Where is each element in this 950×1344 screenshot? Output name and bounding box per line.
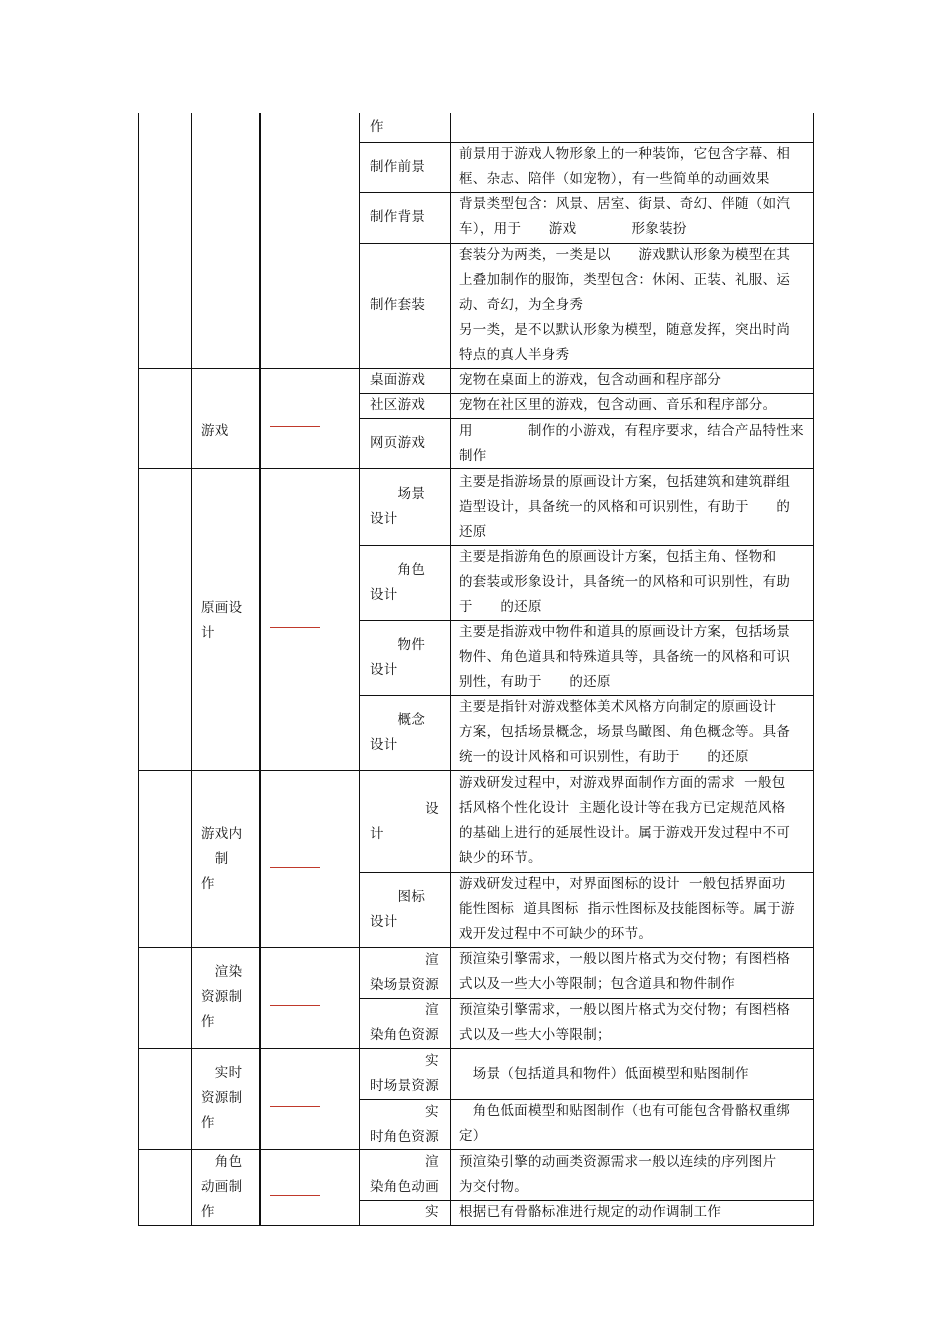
sub-item-label: 染场景资源 — [370, 977, 439, 993]
sub-item-label: 制作前景 — [370, 159, 426, 175]
sub-item-label: 设计 — [370, 914, 398, 930]
description-text: 还原 — [459, 524, 487, 540]
sub-item-label: 渲 — [370, 952, 439, 968]
description-text: 车），用于 游戏 形象装扮 — [459, 221, 687, 237]
redacted-value-line — [270, 1195, 320, 1196]
redacted-value-line — [270, 426, 320, 427]
description-text: 角色低面模型和贴图制作（也有可能包含骨骼权重绑 — [459, 1103, 791, 1119]
sub-item-label: 概念 — [370, 712, 426, 728]
category-label: 游戏 — [201, 423, 229, 439]
description-text: 另一类，是不以默认形象为模型，随意发挥，突出时尚 — [459, 322, 791, 338]
category-label: 渲染 — [201, 964, 243, 980]
description-text: 统一的设计风格和可识别性，有助于 的还原 — [459, 749, 749, 765]
redacted-value-line — [270, 1005, 320, 1006]
category-label: 资源制 — [201, 1090, 243, 1106]
sub-item-label: 渲 — [370, 1154, 439, 1170]
description-text: 方案，包括场景概念，场景鸟瞰图、角色概念等。具备 — [459, 724, 791, 740]
description-text: 主要是指游戏中物件和道具的原画设计方案，包括场景 — [459, 624, 791, 640]
description-text: 于 的还原 — [459, 599, 542, 615]
column-line — [359, 113, 360, 1226]
description-text: 主要是指游场景的原画设计方案，包括建筑和建筑群组 — [459, 474, 791, 490]
description-text: 预渲染引擎的动画类资源需求一般以连续的序列图片 — [459, 1154, 777, 1170]
sub-item-label: 制作套装 — [370, 297, 426, 313]
description-text: 背景类型包含：风景、居室、街景、奇幻、伴随（如汽 — [459, 196, 791, 212]
description-text: 的基础上进行的延展性设计。属于游戏开发过程中不可 — [459, 825, 791, 841]
description-text: 式以及一些大小等限制；包含道具和物件制作 — [459, 976, 735, 992]
redacted-value-line — [270, 627, 320, 628]
category-label: 作 — [201, 1115, 215, 1131]
description-text: 上叠加制作的服饰，类型包含：休闲、正装、礼服、运 — [459, 272, 791, 288]
redacted-value-line — [270, 867, 320, 868]
description-text: 戏开发过程中不可缺少的环节。 — [459, 926, 653, 942]
description-text: 游戏研发过程中，对游戏界面制作方面的需求 一般包 — [459, 775, 786, 791]
table-bottom-border — [138, 1225, 814, 1226]
right-border — [813, 113, 814, 1226]
description-text: 套装分为两类，一类是以 游戏默认形象为模型在其 — [459, 247, 791, 263]
column-line-thick — [259, 113, 261, 1226]
sub-item-label: 场景 — [370, 486, 426, 502]
category-label: 作 — [201, 1204, 215, 1220]
column-line — [191, 113, 192, 1226]
sub-item-label: 时场景资源 — [370, 1078, 439, 1094]
sub-item-label: 染角色动画 — [370, 1179, 439, 1195]
sub-item-label: 设 — [370, 801, 439, 817]
category-label: 计 — [201, 625, 215, 641]
redacted-value-line — [270, 1106, 320, 1107]
sub-item-label: 染角色资源 — [370, 1027, 439, 1043]
category-label: 资源制 — [201, 989, 243, 1005]
description-text: 定） — [459, 1128, 487, 1144]
description-text: 式以及一些大小等限制； — [459, 1027, 611, 1043]
sub-item-label: 实 — [370, 1204, 439, 1220]
sub-item-label: 设计 — [370, 587, 398, 603]
category-label: 实时 — [201, 1065, 243, 1081]
category-label: 制 — [201, 851, 229, 867]
category-label: 原画设 — [201, 600, 243, 616]
sub-item-label: 物件 — [370, 637, 426, 653]
sub-item-label: 社区游戏 — [370, 397, 426, 413]
description-text: 游戏研发过程中，对界面图标的设计 一般包括界面功 — [459, 876, 786, 892]
sub-item-label: 设计 — [370, 662, 398, 678]
sub-item-label: 图标 — [370, 889, 426, 905]
group-divider-line — [138, 1048, 814, 1049]
description-text: 宠物在桌面上的游戏，包含动画和程序部分 — [459, 372, 722, 388]
description-text: 的套装或形象设计，具备统一的风格和可识别性，有助 — [459, 574, 791, 590]
description-text: 造型设计，具备统一的风格和可识别性，有助于 的 — [459, 499, 791, 515]
description-text: 预渲染引擎需求，一般以图片格式为交付物；有图档格 — [459, 951, 791, 967]
description-text: 主要是指针对游戏整体美术风格方向制定的原画设计 — [459, 699, 777, 715]
description-text: 物件、角色道具和特殊道具等，具备统一的风格和可识 — [459, 649, 791, 665]
category-label: 作 — [201, 876, 215, 892]
description-text: 用 制作的小游戏，有程序要求，结合产品特性来 — [459, 423, 804, 439]
sub-item-label: 时角色资源 — [370, 1129, 439, 1145]
category-label: 作 — [201, 1014, 215, 1030]
sub-item-label: 渲 — [370, 1002, 439, 1018]
description-text: 预渲染引擎需求，一般以图片格式为交付物；有图档格 — [459, 1002, 791, 1018]
sub-item-label: 设计 — [370, 511, 398, 527]
description-text: 宠物在社区里的游戏，包含动画、音乐和程序部分。 — [459, 397, 777, 413]
left-border — [138, 113, 139, 1226]
description-text: 前景用于游戏人物形象上的一种装饰，它包含字幕、相 — [459, 146, 791, 162]
category-label: 游戏内 — [201, 826, 243, 842]
description-text: 缺少的环节。 — [459, 850, 542, 866]
sub-item-label: 角色 — [370, 562, 426, 578]
category-label: 动画制 — [201, 1179, 243, 1195]
description-text: 根据已有骨骼标准进行规定的动作调制工作 — [459, 1204, 722, 1220]
category-label: 角色 — [201, 1154, 243, 1170]
description-text: 主要是指游角色的原画设计方案，包括主角、怪物和 — [459, 549, 777, 565]
sub-item-label: 实 — [370, 1053, 439, 1069]
description-text: 别性，有助于 的还原 — [459, 674, 611, 690]
description-text: 为交付物。 — [459, 1179, 528, 1195]
description-text: 制作 — [459, 448, 487, 464]
sub-item-label: 实 — [370, 1104, 439, 1120]
sub-item-label: 桌面游戏 — [370, 372, 426, 388]
description-text: 能性图标 道具图标 指示性图标及技能图标等。属于游 — [459, 901, 795, 917]
description-text: 动、奇幻，为全身秀 — [459, 297, 584, 313]
sub-item-label: 计 — [370, 826, 384, 842]
sub-item-label: 作 — [370, 119, 384, 135]
description-text: 特点的真人半身秀 — [459, 347, 570, 363]
description-text: 场景（包括道具和物件）低面模型和贴图制作 — [459, 1066, 749, 1082]
description-text: 框、杂志、陪伴（如宠物），有一些简单的动画效果 — [459, 171, 770, 187]
sub-item-label: 设计 — [370, 737, 398, 753]
sub-item-label: 制作背景 — [370, 209, 426, 225]
description-text: 括风格个性化设计 主题化设计等在我方已定规范风格 — [459, 800, 786, 816]
column-line — [450, 113, 451, 1226]
sub-item-label: 网页游戏 — [370, 435, 426, 451]
